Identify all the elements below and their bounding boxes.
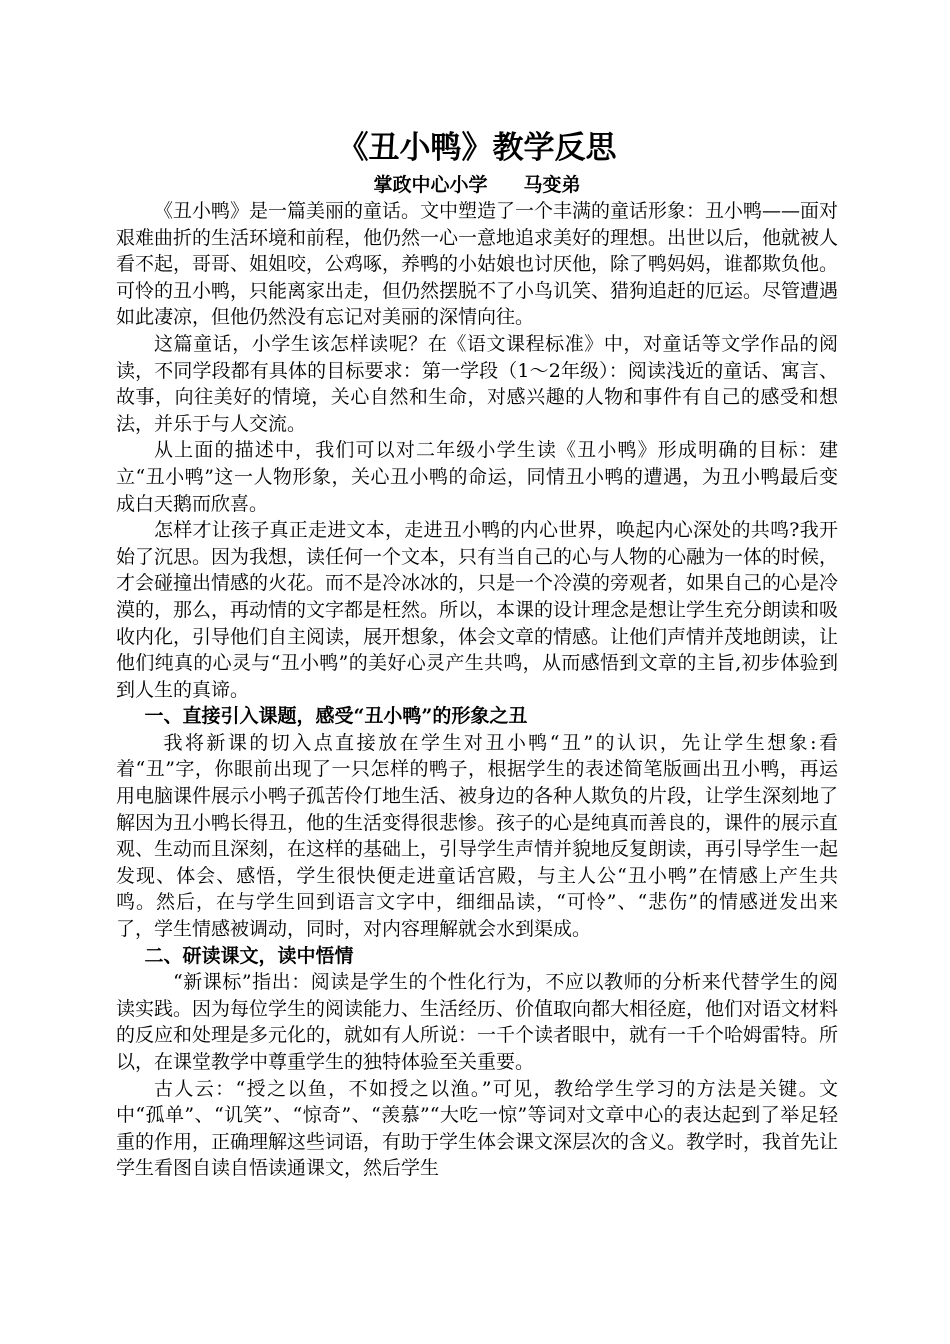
section-1-body: 我将新课的切入点直接放在学生对丑小鸭“丑”的认识，先让学生想象:看着“丑”字，你眼前出现了一只怎样的鸭子，根据学生的表述简笔版画出丑小鸭，再运用电脑课件展示小鸭子孤苦伶仃地生活、被身边的各种人欺负的片段，让学生深刻地了解因为丑小鸭长得丑，他的生活变得很悲惨。孩子的心是纯真而善良的，课件的展示直观、生动而且深刻，在这样的基础上，引导学生声情并貌地反复朗读，再引导学生一起发现、体会、感悟，学生很快便走进童话宫殿，与主人公“丑小鸭”在情感上产生共鸣。然后，在与学生回到语言文字中，细细品读，“可怜”、“悲伤”的情感迸发出来了，学生情感被调动，同时，对内容理解就会水到渠成。 [116,731,839,941]
author-name: 马变弟 [523,174,581,196]
section-1-heading: 一、直接引入课题，感受“丑小鸭”的形象之丑 [144,705,528,728]
paragraph-3: 从上面的描述中，我们可以对二年级小学生读《丑小鸭》形成明确的目标：建立“丑小鸭”这一人物形象，关心丑小鸭的命运，同情丑小鸭的遭遇，为丑小鸭最后变成白天鹅而欣喜。 [116,439,838,515]
author-school: 掌政中心小学 [373,174,488,196]
section-2-body-1: “新课标”指出：阅读是学生的个性化行为，不应以教师的分析来代替学生的阅读实践。因为每位学生的阅读能力、生活经历、价值取向都大相径庭，他们对语文材料的反应和处理是多元化的，就如有人所说：一千个读者眼中，就有一千个哈姆雷特。所以，在课堂教学中尊重学生的独特体验至关重要。 [116,971,839,1073]
paragraph-2: 这篇童话，小学生该怎样读呢？在《语文课程标准》中，对童话等文学作品的阅读，不同学段都有具体的目标要求：第一学段（1～2年级）：阅读浅近的童话、寓言、故事，向往美好的情境，关心自然和生命，对感兴趣的人物和事件有自己的感受和想法，并乐于与人交流。 [116,332,838,435]
paragraph-1: 《丑小鸭》是一篇美丽的童话。文中塑造了一个丰满的童话形象：丑小鸭——面对艰难曲折的生活环境和前程，他仍然一心一意地追求美好的理想。出世以后，他就被人看不起，哥哥、姐姐咬，公鸡啄，养鸭的小姑娘也讨厌他，除了鸭妈妈，谁都欺负他。可怜的丑小鸭，只能离家出走，但仍然摆脱不了小鸟讥笑、猎狗追赶的厄运。尽管遭遇如此凄凉，但他仍然没有忘记对美丽的深情向往。 [116,200,839,329]
section-2-body-2: 古人云：“授之以鱼，不如授之以渔。”可见，教给学生学习的方法是关键。文中“孤单”、“讥笑”、“惊奇”、“羡慕”“大吃一惊”等词对文章中心的表达起到了举足轻重的作用，正确理解这些词语，有助于学生体会课文深层次的含义。教学时，我首先让学生看图自读自悟读通课文，然后学生 [116,1077,839,1180]
document-title: 《丑小鸭》教学反思 [337,130,617,166]
document-page [116,128,838,1182]
author-line [116,172,838,198]
section-2-heading: 二、研读课文，读中悟情 [144,944,354,967]
paragraph-4: 怎样才让孩子真正走进文本，走进丑小鸭的内心世界，唤起内心深处的共鸣?我开始了沉思。因为我想，读任何一个文本，只有当自己的心与人物的心融为一体的时候，才会碰撞出情感的火花。而不是冷冰冰的，只是一个冷漠的旁观者，如果自己的心是冷漠的，那么，再动情的文字都是枉然。所以，本课的设计理念是想让学生充分朗读和吸收内化，引导他们自主阅读，展开想象，体会文章的情感。让他们声情并茂地朗读，让他们纯真的心灵与“丑小鸭”的美好心灵产生共鸣，从而感悟到文章的主旨,初步体验到到人生的真谛。 [116,519,839,701]
